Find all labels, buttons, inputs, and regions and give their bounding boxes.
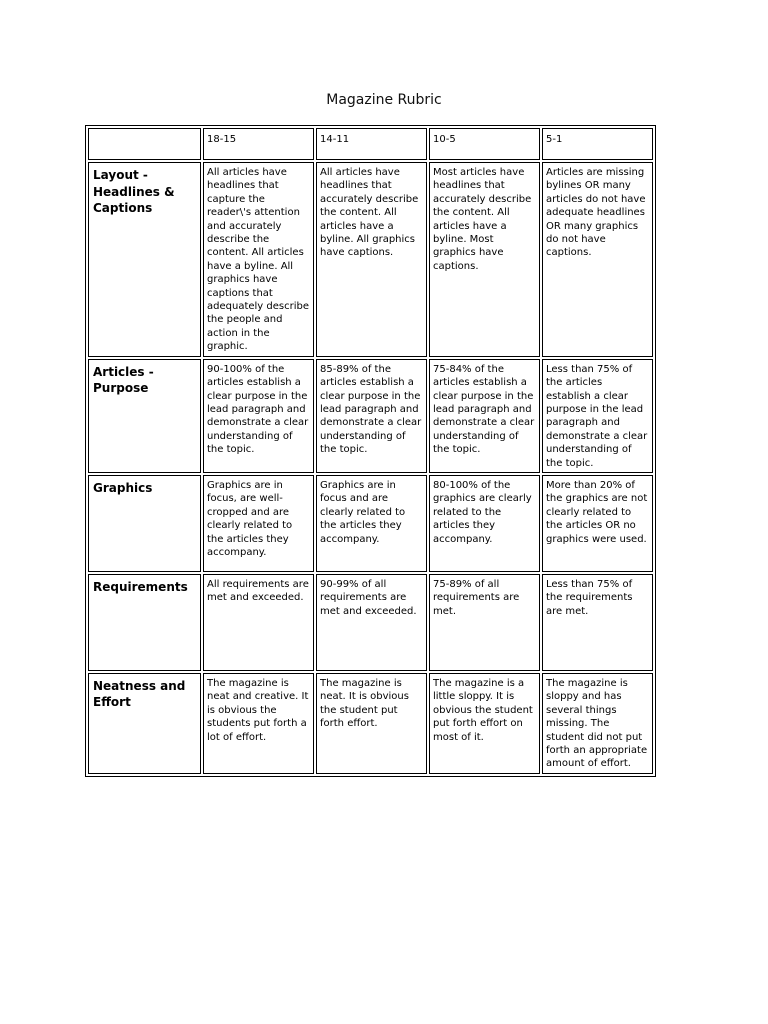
header-cell-score-10-5: 10-5	[429, 128, 540, 160]
table-cell: Graphics are in focus, are well-cropped and are clearly related to the articles they accompany.	[203, 475, 314, 572]
header-cell-score-5-1: 5-1	[542, 128, 653, 160]
row-category: Layout - Headlines & Captions	[88, 162, 201, 357]
table-cell: More than 20% of the graphics are not clearly related to the articles OR no graphics were used.	[542, 475, 653, 572]
row-category: Articles - Purpose	[88, 359, 201, 473]
table-cell: All articles have headlines that accurately describe the content. All articles have a byline. All graphics have captions.	[316, 162, 427, 357]
row-category: Neatness and Effort	[88, 673, 201, 774]
table-row	[88, 359, 653, 473]
table-cell: The magazine is neat. It is obvious the student put forth effort.	[316, 673, 427, 774]
table-cell: 85-89% of the articles establish a clear purpose in the lead paragraph and demonstrate a clear understanding of the topic.	[316, 359, 427, 473]
table-cell: The magazine is sloppy and has several things missing. The student did not put forth an appropriate amount of effort.	[542, 673, 653, 774]
table-cell: 80-100% of the graphics are clearly related to the articles they accompany.	[429, 475, 540, 572]
table-cell: 75-84% of the articles establish a clear purpose in the lead paragraph and demonstrate a clear understanding of the topic.	[429, 359, 540, 473]
table-row	[88, 673, 653, 774]
document-title: Magazine Rubric	[326, 92, 442, 108]
table-cell: Most articles have headlines that accurately describe the content. All articles have a byline. Most graphics have captions.	[429, 162, 540, 357]
table-row	[88, 574, 653, 671]
header-cell-score-14-11: 14-11	[316, 128, 427, 160]
table-cell: All requirements are met and exceeded.	[203, 574, 314, 671]
table-cell: The magazine is a little sloppy. It is obvious the student put forth effort on most of it.	[429, 673, 540, 774]
table-cell: The magazine is neat and creative. It is obvious the students put forth a lot of effort.	[203, 673, 314, 774]
table-cell: Less than 75% of the articles establish a clear purpose in the lead paragraph and demonstrate a clear understanding of the topic.	[542, 359, 653, 473]
row-category: Graphics	[88, 475, 201, 572]
table-header-row	[88, 128, 653, 160]
table-cell: All articles have headlines that capture the reader\'s attention and accurately describe the content. All articles have a byline. All graphics have captions that adequately describe the people and action in the graphic.	[203, 162, 314, 357]
table-cell: 90-99% of all requirements are met and exceeded.	[316, 574, 427, 671]
table-cell: Graphics are in focus and are clearly related to the articles they accompany.	[316, 475, 427, 572]
table-cell: Less than 75% of the requirements are met.	[542, 574, 653, 671]
table-row	[88, 475, 653, 572]
row-category: Requirements	[88, 574, 201, 671]
table-cell: 75-89% of all requirements are met.	[429, 574, 540, 671]
table-row	[88, 162, 653, 357]
rubric-table	[85, 125, 656, 777]
table-cell: Articles are missing bylines OR many articles do not have adequate headlines OR many graphics do not have captions.	[542, 162, 653, 357]
header-cell-blank	[88, 128, 201, 160]
header-cell-score-18-15: 18-15	[203, 128, 314, 160]
table-cell: 90-100% of the articles establish a clear purpose in the lead paragraph and demonstrate a clear understanding of the topic.	[203, 359, 314, 473]
